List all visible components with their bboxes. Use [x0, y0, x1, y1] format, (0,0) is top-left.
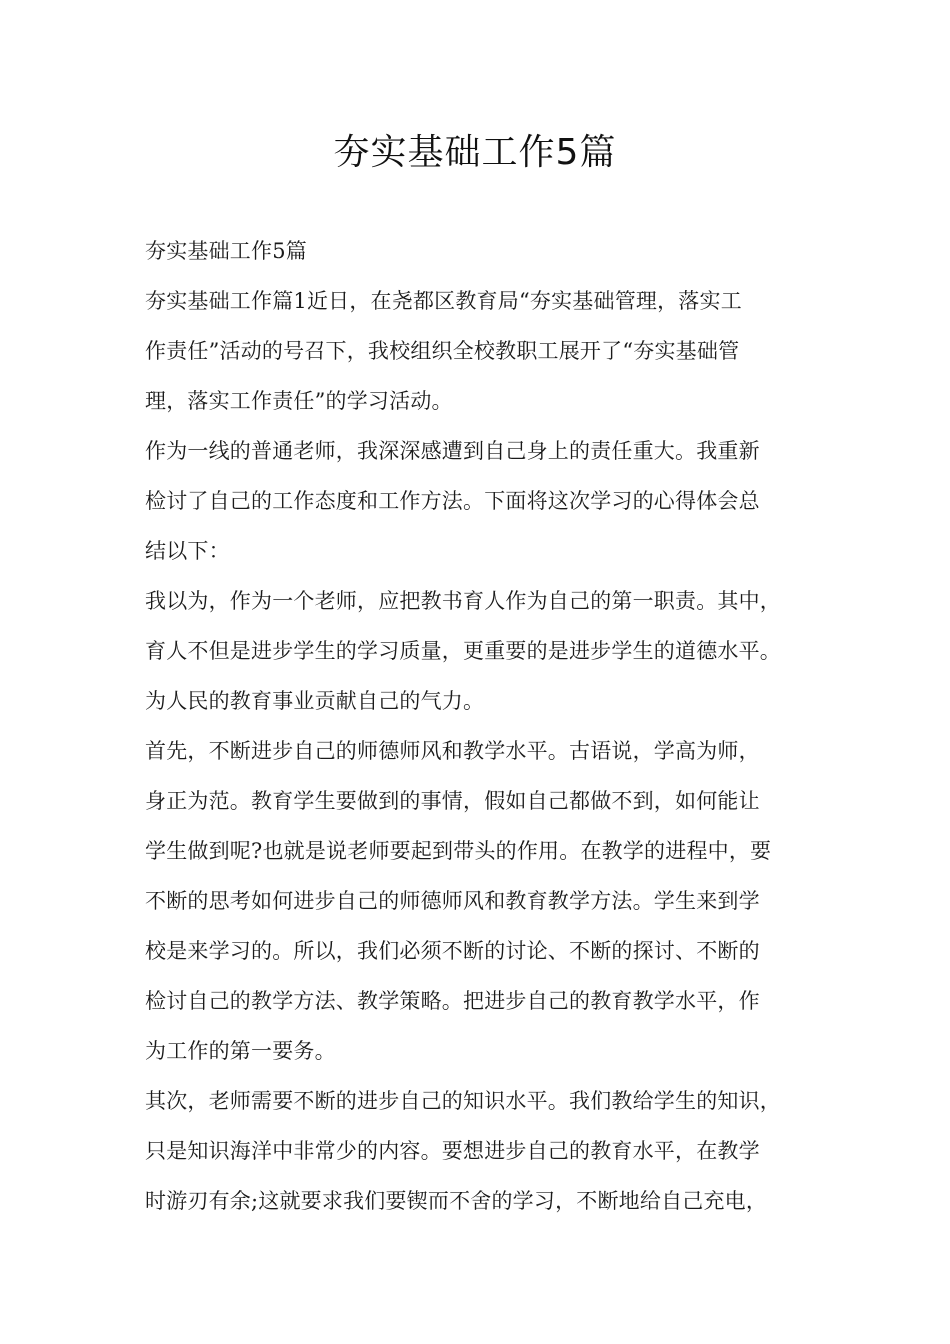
body-line: 理，落实工作责任”的学习活动。 — [145, 389, 453, 413]
body-line: 为人民的教育事业贡献自己的气力。 — [145, 689, 485, 713]
body-line: 作为一线的普通老师，我深深感遭到自己身上的责任重大。我重新 — [145, 439, 760, 463]
body-line: 不断的思考如何进步自己的师德师风和教育教学方法。学生来到学 — [145, 889, 760, 913]
document-body — [145, 226, 835, 1226]
body-line: 校是来学习的。所以，我们必须不断的讨论、不断的探讨、不断的 — [145, 939, 760, 963]
body-line: 作责任”活动的号召下，我校组织全校教职工展开了“夯实基础管 — [145, 339, 740, 363]
body-line: 育人不但是进步学生的学习质量，更重要的是进步学生的道德水平。 — [145, 639, 781, 663]
body-line: 检讨了自己的工作态度和工作方法。下面将这次学习的心得体会总 — [145, 489, 760, 513]
body-line: 首先，不断进步自己的师德师风和教学水平。古语说，学高为师， — [145, 739, 760, 763]
document-title: 夯实基础工作5篇 — [333, 132, 617, 173]
body-line: 结以下： — [145, 539, 230, 563]
subtitle-line: 夯实基础工作5篇 — [145, 239, 307, 263]
body-line: 身正为范。教育学生要做到的事情，假如自己都做不到，如何能让 — [145, 789, 760, 813]
body-line: 检讨自己的教学方法、教学策略。把进步自己的教育教学水平，作 — [145, 989, 760, 1013]
body-line: 我以为，作为一个老师，应把教书育人作为自己的第一职责。其中， — [145, 589, 781, 613]
body-line: 为工作的第一要务。 — [145, 1039, 336, 1063]
body-line: 夯实基础工作篇1近日，在尧都区教育局“夯实基础管理，落实工 — [145, 289, 742, 313]
body-line: 时游刃有余;这就要求我们要锲而不舍的学习，不断地给自己充电， — [145, 1189, 768, 1213]
body-line: 只是知识海洋中非常少的内容。要想进步自己的教育水平，在教学 — [145, 1139, 760, 1163]
body-line: 学生做到呢?也就是说老师要起到带头的作用。在教学的进程中，要 — [145, 839, 772, 863]
body-line: 其次，老师需要不断的进步自己的知识水平。我们教给学生的知识， — [145, 1089, 781, 1113]
